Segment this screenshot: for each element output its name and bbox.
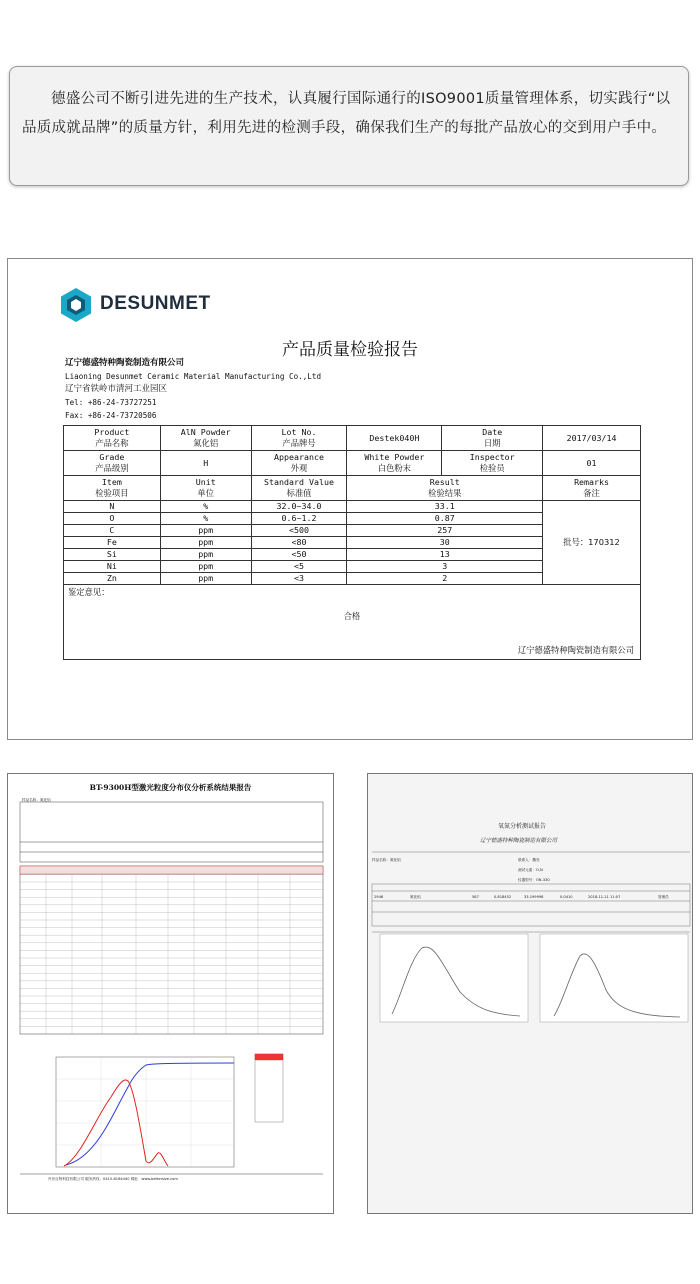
column-header-row bbox=[64, 476, 641, 501]
particle-size-report-scan bbox=[7, 773, 334, 1214]
col-result: Result 检验结果 bbox=[347, 476, 543, 501]
on-report-title: 氧氮分析测试报告 bbox=[498, 823, 547, 830]
document-title: 产品质量检验报告 bbox=[282, 340, 418, 360]
lot-label: Lot No. 产品牌号 bbox=[251, 426, 347, 451]
on-report-graphic bbox=[368, 774, 693, 1214]
company-name-en: Liaoning Desunmet Ceramic Material Manufacturing Co.,Ltd bbox=[65, 372, 322, 381]
opinion-result: 合格 bbox=[343, 611, 361, 621]
header-row-grade bbox=[64, 451, 641, 476]
opinion-row bbox=[64, 585, 641, 660]
header-row-product bbox=[64, 426, 641, 451]
col-standard: Standard Value 标准值 bbox=[251, 476, 347, 501]
lot-value: Destek040H bbox=[347, 426, 442, 451]
product-label: Product 产品名称 bbox=[64, 426, 161, 451]
company-address: 辽宁省铁岭市清河工业园区 bbox=[65, 384, 168, 394]
date-value: 2017/03/14 bbox=[543, 426, 641, 451]
particle-report-graphic bbox=[8, 774, 334, 1214]
table-row: N % 32.0~34.0 33.1 批号：170312 bbox=[64, 501, 641, 513]
particle-report-footer: 丹东百特科技有限公司 服务热线：0415-6164440 网址：www.bettersize.com bbox=[48, 1177, 178, 1181]
company-tel: Tel: +86-24-73727251 bbox=[65, 398, 157, 407]
product-value: AlN Powder 氮化铝 bbox=[160, 426, 251, 451]
table-row: Si ppm <50 13 bbox=[64, 549, 641, 561]
company-logo bbox=[58, 287, 211, 321]
opinion-cell bbox=[64, 585, 641, 660]
table-row: C ppm <500 257 bbox=[64, 525, 641, 537]
on-report-instrument: 仪器型号：ON-330 bbox=[518, 878, 550, 882]
on-report-company: 辽宁德盛特种陶瓷制造有限公司 bbox=[480, 838, 558, 844]
company-info bbox=[65, 357, 321, 422]
oxygen-nitrogen-report-scan: 氧氮分析测试报告 辽宁德盛特种陶瓷制造有限公司 样品名称：氮化铝 联系人：魏亮 测试元素：O,N 仪器型号：ON-330 2946 氮化铝 587 0.818452 33.199998 0.0410 2018-11-11 11:07 管理员 bbox=[367, 773, 693, 1214]
company-fax: Fax: +86-24-73720506 bbox=[65, 411, 157, 420]
grade-label: Grade 产品级别 bbox=[64, 451, 161, 476]
appearance-label: Appearance 外观 bbox=[251, 451, 347, 476]
table-row: O % 0.6~1.2 0.87 bbox=[64, 513, 641, 525]
particle-sample-name: 样品名称：氮化铝 bbox=[22, 798, 51, 802]
opinion-label: 鉴定意见： bbox=[68, 587, 110, 597]
on-report-sample: 样品名称：氮化铝 bbox=[372, 858, 401, 862]
col-item: Item 检验项目 bbox=[64, 476, 161, 501]
logo-text: DESUNMET bbox=[100, 293, 211, 314]
particle-report-title: BT-9300H型激光粒度分布仪分析系统结果报告 bbox=[89, 783, 252, 792]
opinion-signature: 辽宁德盛特种陶瓷制造有限公司 bbox=[517, 645, 634, 655]
appearance-value: White Powder 白色粉末 bbox=[347, 451, 442, 476]
table-row: Fe ppm <80 30 bbox=[64, 537, 641, 549]
batch-note: 批号：170312 bbox=[543, 501, 641, 585]
inspection-table bbox=[63, 425, 641, 660]
on-report-method: 测试元素：O,N bbox=[518, 868, 543, 872]
intro-box bbox=[9, 66, 689, 186]
intro-text: 德盛公司不断引进先进的生产技术，认真履行国际通行的ISO9001质量管理体系，切实践行“以品质成就品牌”的质量方针，利用先进的检测手段，确保我们生产的每批产品放心的交到用户手中。 bbox=[22, 91, 671, 136]
col-remarks: Remarks 备注 bbox=[543, 476, 641, 501]
date-label: Date 日期 bbox=[442, 426, 543, 451]
table-row: Zn ppm <3 2 bbox=[64, 573, 641, 585]
certificate-panel bbox=[7, 258, 693, 740]
grade-value: H bbox=[160, 451, 251, 476]
company-name-cn: 辽宁德盛特种陶瓷制造有限公司 bbox=[65, 358, 185, 368]
col-unit: Unit 单位 bbox=[160, 476, 251, 501]
inspector-value: 01 bbox=[543, 451, 641, 476]
inspector-label: Inspector 检验员 bbox=[442, 451, 543, 476]
on-report-contact: 联系人：魏亮 bbox=[518, 858, 540, 862]
hexagon-logo-icon bbox=[58, 287, 94, 323]
table-row: Ni ppm <5 3 bbox=[64, 561, 641, 573]
